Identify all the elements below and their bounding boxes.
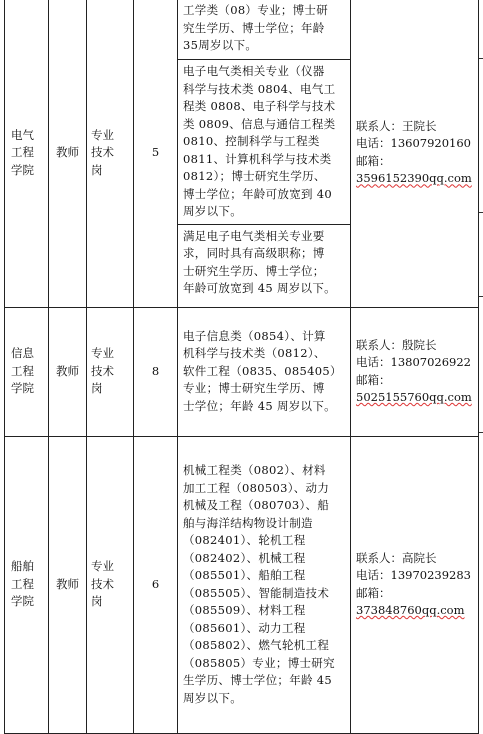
count-text: 8 [151, 363, 160, 378]
requirement-line: （082402）、机械工程 [183, 550, 306, 565]
requirement-line: 0811、计算机科学与技术类 [183, 151, 332, 166]
requirement-line: 类 0809、信息与通信工程类 [183, 116, 336, 131]
requirement-cell [178, 0, 351, 60]
requirement-line: 求，同时具有高级职称；博 [183, 246, 325, 260]
requirement-line: （085802）、燃气轮机工程 [183, 638, 330, 652]
position-text: 教师 [56, 576, 79, 591]
contact-cell [351, 307, 479, 436]
contact-phone: 电话：13807026922 [356, 355, 471, 369]
margin-tick [479, 212, 483, 213]
contact-phone: 电话：13607920160 [356, 136, 471, 151]
requirement-line: 电子信息类（0854）、计算 [183, 328, 326, 343]
requirement-line: 机械工程类（0802）、材料 [183, 463, 326, 477]
table-row [5, 307, 479, 436]
requirement-line: （082401）、轮机工程 [183, 533, 306, 547]
requirement-line: （085805）专业；博士研究 [183, 655, 335, 670]
requirement-line: 软件工程（0835、085405） [183, 363, 342, 378]
count-cell [134, 436, 178, 733]
requirement-line: 生学历、博士学位；年龄 45 [183, 673, 332, 687]
count-text: 5 [151, 145, 160, 159]
requirement-line: 0810、控制科学与工程类 [183, 134, 320, 148]
requirement-line: 周岁以下。 [183, 204, 242, 218]
requirement-line: 35周岁以下。 [183, 38, 258, 52]
requirement-line: （085601）、动力工程 [183, 620, 306, 635]
requirement-cell [178, 224, 351, 307]
category-cell [87, 307, 134, 436]
college-text: 信息 [11, 346, 34, 361]
count-cell [134, 0, 178, 307]
position-cell [49, 307, 87, 436]
college-text: 工程 [11, 576, 34, 591]
college-text: 工程 [11, 145, 34, 159]
requirement-line: 究生学历、博士学位；年龄 [183, 20, 325, 35]
college-cell [5, 0, 49, 307]
requirement-cell [178, 307, 351, 436]
recruitment-table [4, 0, 479, 734]
category-text: 专业 [91, 559, 114, 574]
category-text: 技术 [91, 363, 114, 378]
table-row [5, 436, 479, 733]
contact-cell [351, 0, 479, 307]
contact-person: 联系人：高院长 [356, 550, 437, 565]
requirement-line: 加工工程（080503）、动力 [183, 480, 330, 495]
category-cell [87, 0, 134, 307]
category-text: 岗 [91, 162, 103, 177]
requirement-line: 士研究生学历、博士学位； [183, 263, 325, 278]
requirement-line: 博士学位；年龄可放宽到 40 [183, 186, 332, 201]
requirement-line: 年龄可放宽到 45 周岁以下。 [183, 281, 336, 295]
requirement-line: （085505）、智能制造技术 [183, 585, 330, 600]
position-cell [49, 0, 87, 307]
contact-email-label: 邮箱： [356, 372, 391, 387]
requirement-line: 程类 0808、电子科学与技术 [183, 99, 336, 113]
position-cell [49, 436, 87, 733]
requirement-line: （085501）、船舶工程 [183, 568, 306, 582]
count-cell [134, 307, 178, 436]
college-text: 工程 [11, 363, 34, 378]
requirement-line: 电子电气类相关专业（仪器 [183, 64, 325, 78]
requirement-line: 0812）；博士研究生学历、 [183, 169, 326, 183]
contact-email: 3596152390qq.com [356, 171, 472, 186]
requirement-line: 专业；博士研究生学历、博 [183, 381, 325, 396]
contact-email: 5025155760qq.com [356, 390, 472, 404]
position-text: 教师 [56, 145, 79, 159]
requirement-line: 周岁以下。 [183, 690, 242, 705]
requirement-line: 舶与海洋结构物设计制造 [183, 515, 313, 530]
requirement-line: 机科学与技术类（0812）、 [183, 346, 326, 361]
requirement-line: （085509）、材料工程 [183, 603, 306, 617]
margin-tick [479, 58, 483, 59]
requirement-line: 工学类（08）专业；博士研 [183, 3, 329, 17]
college-text: 电气 [11, 127, 34, 142]
college-cell [5, 307, 49, 436]
college-text: 船舶 [11, 559, 34, 574]
contact-email-label: 邮箱： [356, 585, 391, 600]
requirement-line: 满足电子电气类相关专业要 [183, 228, 325, 243]
requirement-cell [178, 436, 351, 733]
requirement-line: 士学位；年龄 45 周岁以下。 [183, 398, 336, 413]
category-text: 专业 [91, 346, 114, 361]
college-cell [5, 436, 49, 733]
college-text: 学院 [11, 162, 34, 177]
category-text: 岗 [91, 381, 103, 396]
contact-person: 联系人：王院长 [356, 118, 437, 133]
category-text: 专业 [91, 127, 114, 142]
category-text: 技术 [91, 145, 114, 159]
requirement-line: 机械及工程（080703）、船 [183, 498, 330, 512]
college-text: 学院 [11, 381, 34, 396]
contact-cell [351, 436, 479, 733]
margin-tick [479, 296, 483, 297]
category-text: 岗 [91, 594, 103, 609]
position-text: 教师 [56, 363, 79, 378]
category-text: 技术 [91, 576, 114, 591]
college-text: 学院 [11, 594, 34, 609]
category-cell [87, 436, 134, 733]
table-row [5, 0, 479, 60]
margin-tick [479, 432, 483, 433]
contact-email: 373848760qq.com [356, 603, 465, 617]
contact-phone: 电话：13970239283 [356, 568, 471, 582]
requirement-line: 科学与技术类 0804、电气工 [183, 81, 336, 96]
contact-email-label: 邮箱： [356, 153, 391, 168]
count-text: 6 [151, 576, 160, 591]
requirement-cell [178, 60, 351, 225]
contact-person: 联系人：殷院长 [356, 337, 437, 352]
